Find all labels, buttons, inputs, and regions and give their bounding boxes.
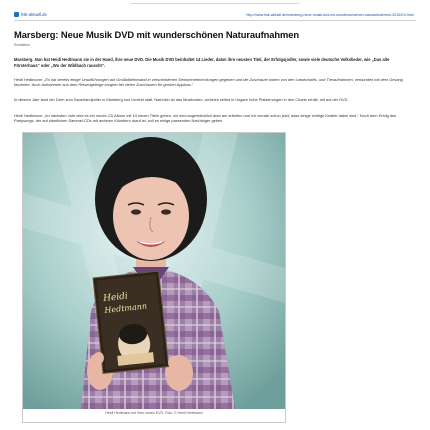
top-rule bbox=[130, 0, 300, 4]
dvd-cover-title-text: Hedtmann bbox=[103, 301, 148, 315]
figure-caption: Heidi Hedtmann mit ihrer neuen DVD. Foto: © Heidi Hedtmann bbox=[105, 411, 203, 415]
article-figure bbox=[22, 132, 286, 423]
site-branding[interactable] bbox=[14, 12, 47, 17]
dvd-cover-title-text: Heidi bbox=[102, 291, 129, 305]
site-favicon-icon bbox=[14, 12, 19, 17]
site-name[interactable]: hsk-aktuell.de bbox=[21, 12, 47, 17]
article-paragraph: In diesem Jahr fand der Dreh zum Sauerlandjodler in Marsberg und Umfeld statt. Natürlich ist das Musikvideo, welches selbst in Ungarn hohe Platzierungen in den Charts erhält, mit auf der DVD. bbox=[14, 97, 349, 102]
photo-illustration bbox=[23, 133, 285, 409]
article-quote: Heidi Hedtmann: „Es hat bereits einige Uraufführungen auf Großbildleinwand in verschiedenen Seniorenreinrichtungen gegeben und die Zuschauer waren von den Landschafts- und Tieraufnahmen, verbunden mit dem Gesang fasziniert. Auch Aufnahmen aus dem Riesengebirge sorgten bei vielen Zuschauern für großen Applaus.“ bbox=[14, 77, 403, 88]
article-section: Redaktion bbox=[14, 43, 31, 47]
header-divider bbox=[14, 20, 416, 21]
article-photo bbox=[23, 133, 285, 409]
article-url-link[interactable]: http://www.hsk-aktuell.de/marsberg-neue-musik-dvd-mit-wunderschoenen-naturaufnahmen-2015/01/.html bbox=[246, 12, 414, 17]
article-paragraph: Heidi Hedtmann: „Im nächsten Jahr wird es ein neues CD Album mit 14 neuen Titeln geben, wir sind augenblicklich dran am arbeiten und ich verrate schon jetzt, dass einige richtige Knaller dabei sind.“ Noch dem Erfolg des Partysongs, der auf sämtlichen Sammel-CDs mit anderen Künstlern drauf ist, soll es einige passenden Nachfolger geben. bbox=[14, 113, 397, 124]
article-title: Marsberg: Neue Musik DVD mit wunderschönen Naturaufnahmen bbox=[14, 29, 299, 40]
article-lead: Marsberg. Nun hat Heidi Hedtmann sie in der Hand, ihre neue DVD. Die Musik DVD beinhaltet 14 Lieder, dabei ihre neusten Titel, der Erfolgsjodler, sowie viele deutsche Volkslieder, wie „Das alte Försterhaus“ oder „Wo der Wildbach rauscht“. bbox=[14, 57, 390, 68]
site-header bbox=[14, 10, 414, 19]
